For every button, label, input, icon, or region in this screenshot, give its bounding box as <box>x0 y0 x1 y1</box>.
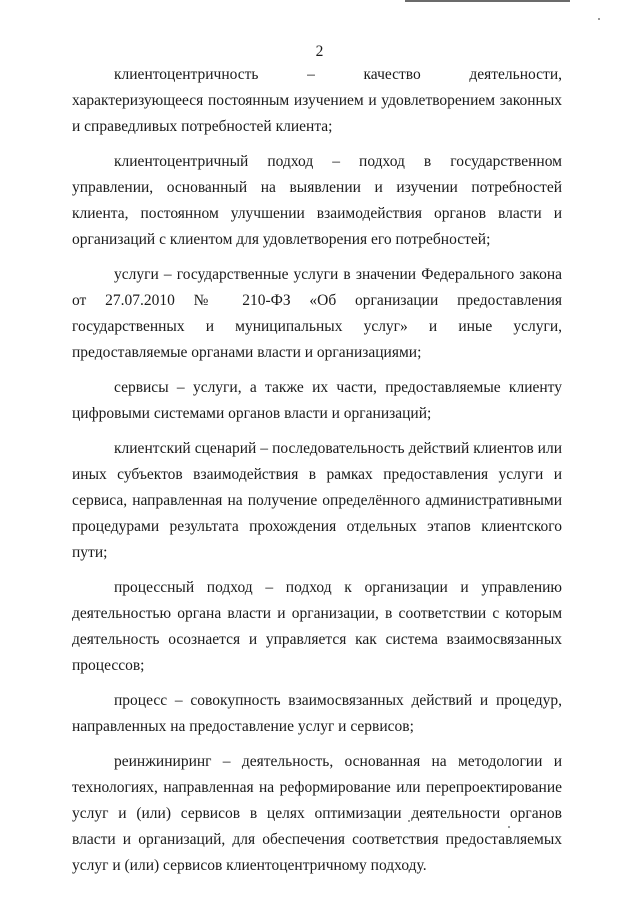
definition-paragraph: клиентский сценарий – последовательность действий клиентов или иных субъектов взаимодействия в рамках предоставления услуги и сервиса, направленная на получение определённого административными процедурами результата прохождения отдельных этапов клиентского пути; <box>72 440 562 561</box>
definition-paragraph: реинжиниринг – деятельность, основанная на методологии и технологиях, направленная на реформирование или перепроектирование услуг и (или) сервисов в целях оптимизации деятельности органов власти и организаций, для обеспечения соответствия предоставляемых услуг и (или) сервисов клиентоцентричному подходу. <box>72 753 562 874</box>
definition-paragraph: клиентоцентричность – качество деятельности, характеризующееся постоянным изучением и удовлетворением законных и справедливых потребностей клиента; <box>72 66 562 135</box>
definition-paragraph: процесс – совокупность взаимосвязанных действий и процедур, направленных на предоставление услуг и сервисов; <box>72 692 562 735</box>
definition-paragraph: услуги – государственные услуги в значении Федерального закона от 27.07.2010 № 210-ФЗ «Об организации предоставления государственных и муниципальных услуг» и иные услуги, предоставляемые органами власти и организациями; <box>72 266 562 361</box>
page-number: 2 <box>315 43 324 60</box>
definition-paragraph: процессный подход – подход к организации и управлению деятельностью органа власти и организации, в соответствии с которым деятельность осознается и управляется как система взаимосвязанных процессов; <box>72 579 562 674</box>
definition-paragraph: сервисы – услуги, а также их части, предоставляемые клиенту цифровыми системами органов власти и организаций; <box>72 379 562 422</box>
scan-edge-line <box>405 0 570 2</box>
scan-speck <box>598 18 600 20</box>
definition-paragraph: клиентоцентричный подход – подход в государственном управлении, основанный на выявлении и изучении потребностей клиента, постоянном улучшении взаимодействия органов власти и организаций с клиентом для удовлетворения его потребностей; <box>72 153 562 248</box>
document-body <box>72 62 562 879</box>
